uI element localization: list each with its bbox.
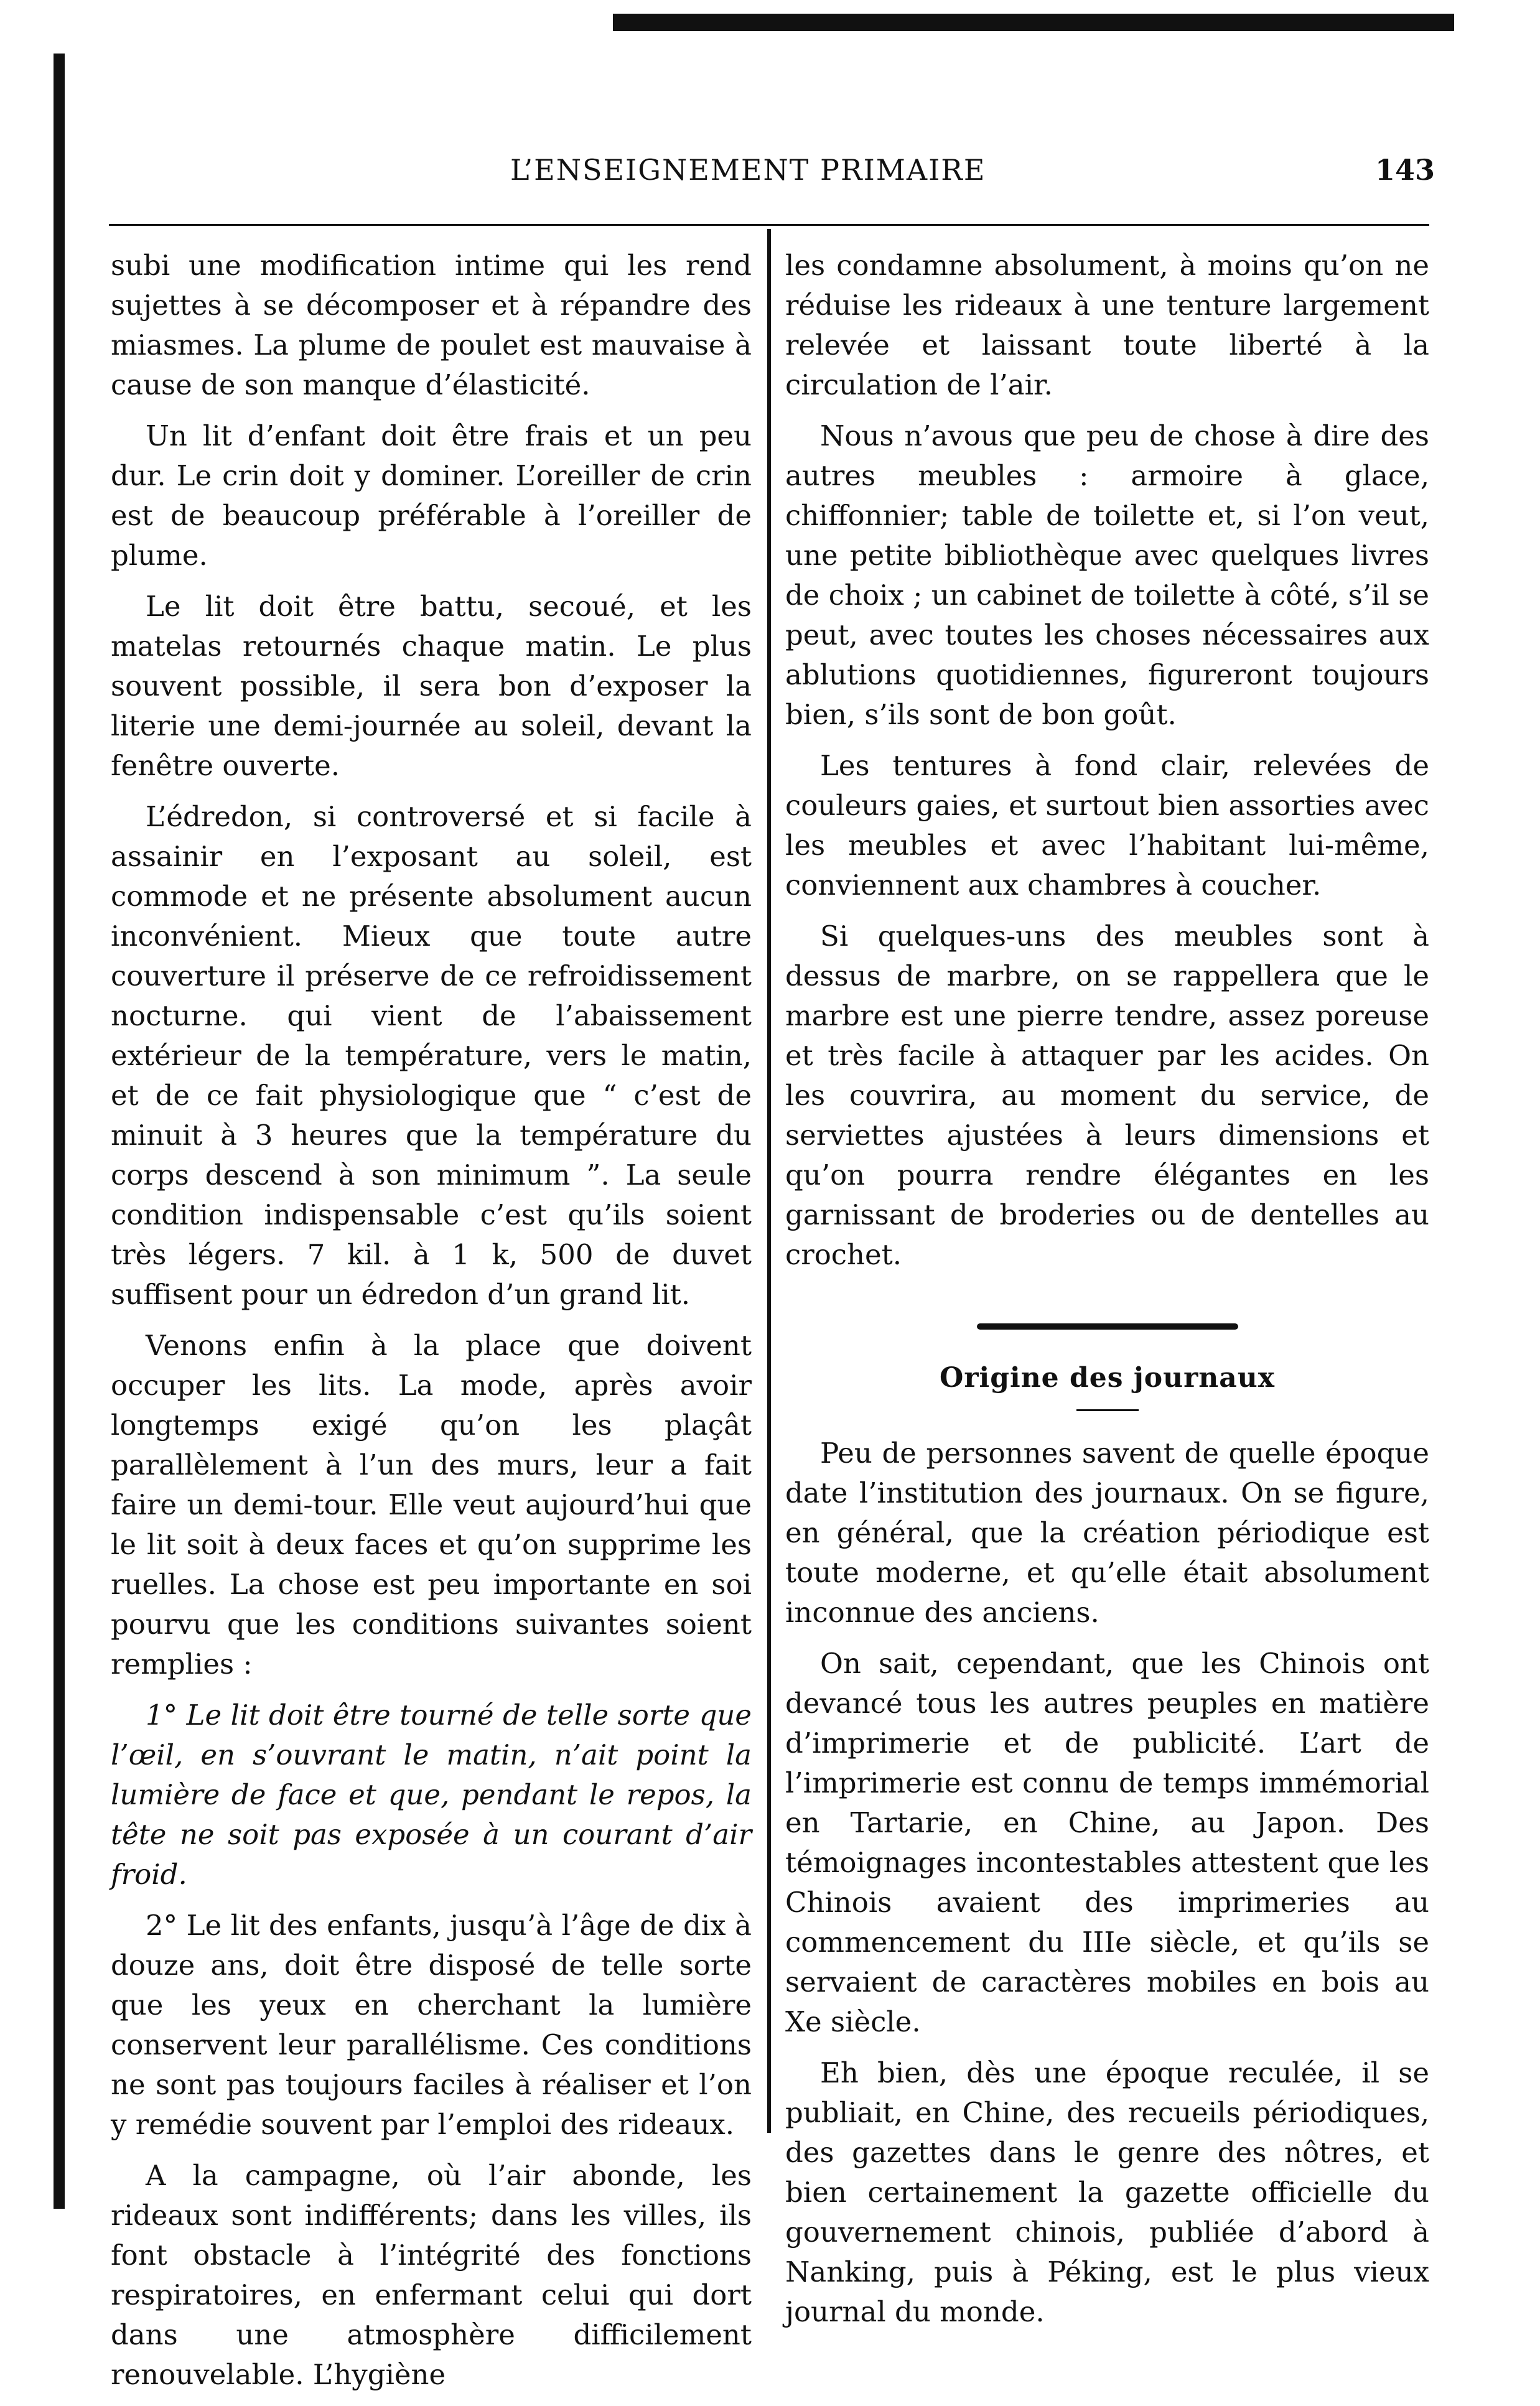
left-column xyxy=(111,246,752,2406)
paragraph: les condamne absolument, à moins qu’on ne réduise les rideaux à une tenture largement relevée et laissant toute liberté à la circulation de l’air. xyxy=(785,249,1429,401)
paragraph: subi une modification intime qui les rend sujettes à se décomposer et à répandre des miasmes. La plume de poulet est mauvaise à cause de son manque d’élasticité. xyxy=(111,249,752,401)
paragraph: Les tentures à fond clair, relevées de couleurs gaies, et surtout bien assorties avec les meubles et avec l’habitant lui-même, conviennent aux chambres à coucher. xyxy=(785,749,1429,902)
page-number: 143 xyxy=(1375,153,1435,187)
running-title: L’ENSEIGNEMENT PRIMAIRE xyxy=(510,153,986,187)
paragraph: Un lit d’enfant doit être frais et un peu dur. Le crin doit y dominer. L’oreiller de crin est de beaucoup préférable à l’oreiller de plume. xyxy=(111,419,752,572)
left-margin-bar xyxy=(54,54,65,2209)
paragraph: A la campagne, où l’air abonde, les rideaux sont indifférents; dans les villes, ils font obstacle à l’intégrité des fonctions respiratoires, en enfermant celui qui dort dans une atmosphère difficilement renouvelable. L’hygiène xyxy=(111,2159,752,2391)
top-rule-thin xyxy=(613,27,1454,29)
paragraph: Si quelques-uns des meubles sont à dessus de marbre, on se rappellera que le marbre est une pierre tendre, assez poreuse et très facile à attaquer par les acides. On les couvrira, au moment du service, de serviettes ajustées à leurs dimensions et qu’on pourra rendre élégantes en les garnissant de broderies ou de dentelles au crochet. xyxy=(785,920,1429,1271)
paragraph: Peu de personnes savent de quelle époque date l’institution des journaux. On se figure, en général, que la création périodique est toute moderne, et qu’elle était absolument inconnue des anciens. xyxy=(785,1437,1429,1629)
paragraph: Le lit doit être battu, secoué, et les matelas retournés chaque matin. Le plus souvent possible, il sera bon d’exposer la literie une demi-journée au soleil, devant la fenêtre ouverte. xyxy=(111,590,752,782)
paragraph: L’édredon, si controversé et si facile à assainir en l’exposant au soleil, est commode et ne présente absolument aucun inconvénient. Mieux que toute autre couverture il préserve de ce refroidissement nocturne. qui vient de l’abaissement extérieur de la température, vers le matin, et de ce fait physiologique que “ c’est de minuit à 3 heures que la température du corps descend à son minimum ”. La seule condition indispensable c’est qu’ils soient très légers. 7 kil. à 1 k, 500 de duvet suffisent pour un édredon d’un grand lit. xyxy=(111,800,752,1311)
paragraph: Venons enfin à la place que doivent occuper les lits. La mode, après avoir longtemps exigé qu’on les plaçât parallèlement à l’un des murs, leur a fait faire un demi-tour. Elle veut aujourd’hui que le lit soit à deux faces et qu’on supprime les ruelles. La chose est peu importante en soi pourvu que les conditions suivantes soient remplies : xyxy=(111,1329,752,1681)
column-divider xyxy=(767,229,771,2133)
section-title: Origine des journaux xyxy=(939,1362,1276,1394)
paragraph: Nous n’avous que peu de chose à dire des autres meubles : armoire à glace, chiffonnier; table de toilette et, si l’on veut, une petite bibliothèque avec quelques livres de choix ; un cabinet de toilette à côté, s’il se peut, avec toutes les choses nécessaires aux ablutions quotidiennes, figureront toujours bien, s’ils sont de bon goût. xyxy=(785,419,1429,731)
header-rule xyxy=(109,224,1429,226)
paragraph: Eh bien, dès une époque reculée, il se publiait, en Chine, des recueils périodiques, des gazettes dans le genre des nôtres, et bien certainement la gazette officielle du gouvernement chinois, publiée d’abord à Nanking, puis à Péking, est le plus vieux journal du monde. xyxy=(785,2056,1429,2328)
section-ornament xyxy=(977,1323,1238,1330)
title-rule xyxy=(1076,1409,1139,1411)
paragraph: 1° Le lit doit être tourné de telle sorte que l’œil, en s’ouvrant le matin, n’ait point la lumière de face et que, pendant le repos, la tête ne soit pas exposée à un courant d’air froid. xyxy=(111,1699,752,1891)
right-column xyxy=(785,246,1429,2343)
paragraph: On sait, cependant, que les Chinois ont devancé tous les autres peuples en matière d’imprimerie et de publicité. L’art de l’imprimerie est connu de temps immémorial en Tartarie, en Chine, au Japon. Des témoignages incontestables attestent que les Chinois avaient des imprimeries au commencement du IIIe siècle, et qu’ils se servaient de caractères mobiles en bois au Xe siècle. xyxy=(785,1647,1429,2038)
paragraph: 2° Le lit des enfants, jusqu’à l’âge de dix à douze ans, doit être disposé de telle sorte que les yeux en cherchant la lumière conservent leur parallélisme. Ces conditions ne sont pas toujours faciles à réaliser et l’on y remédie souvent par l’emploi des rideaux. xyxy=(111,1909,752,2141)
